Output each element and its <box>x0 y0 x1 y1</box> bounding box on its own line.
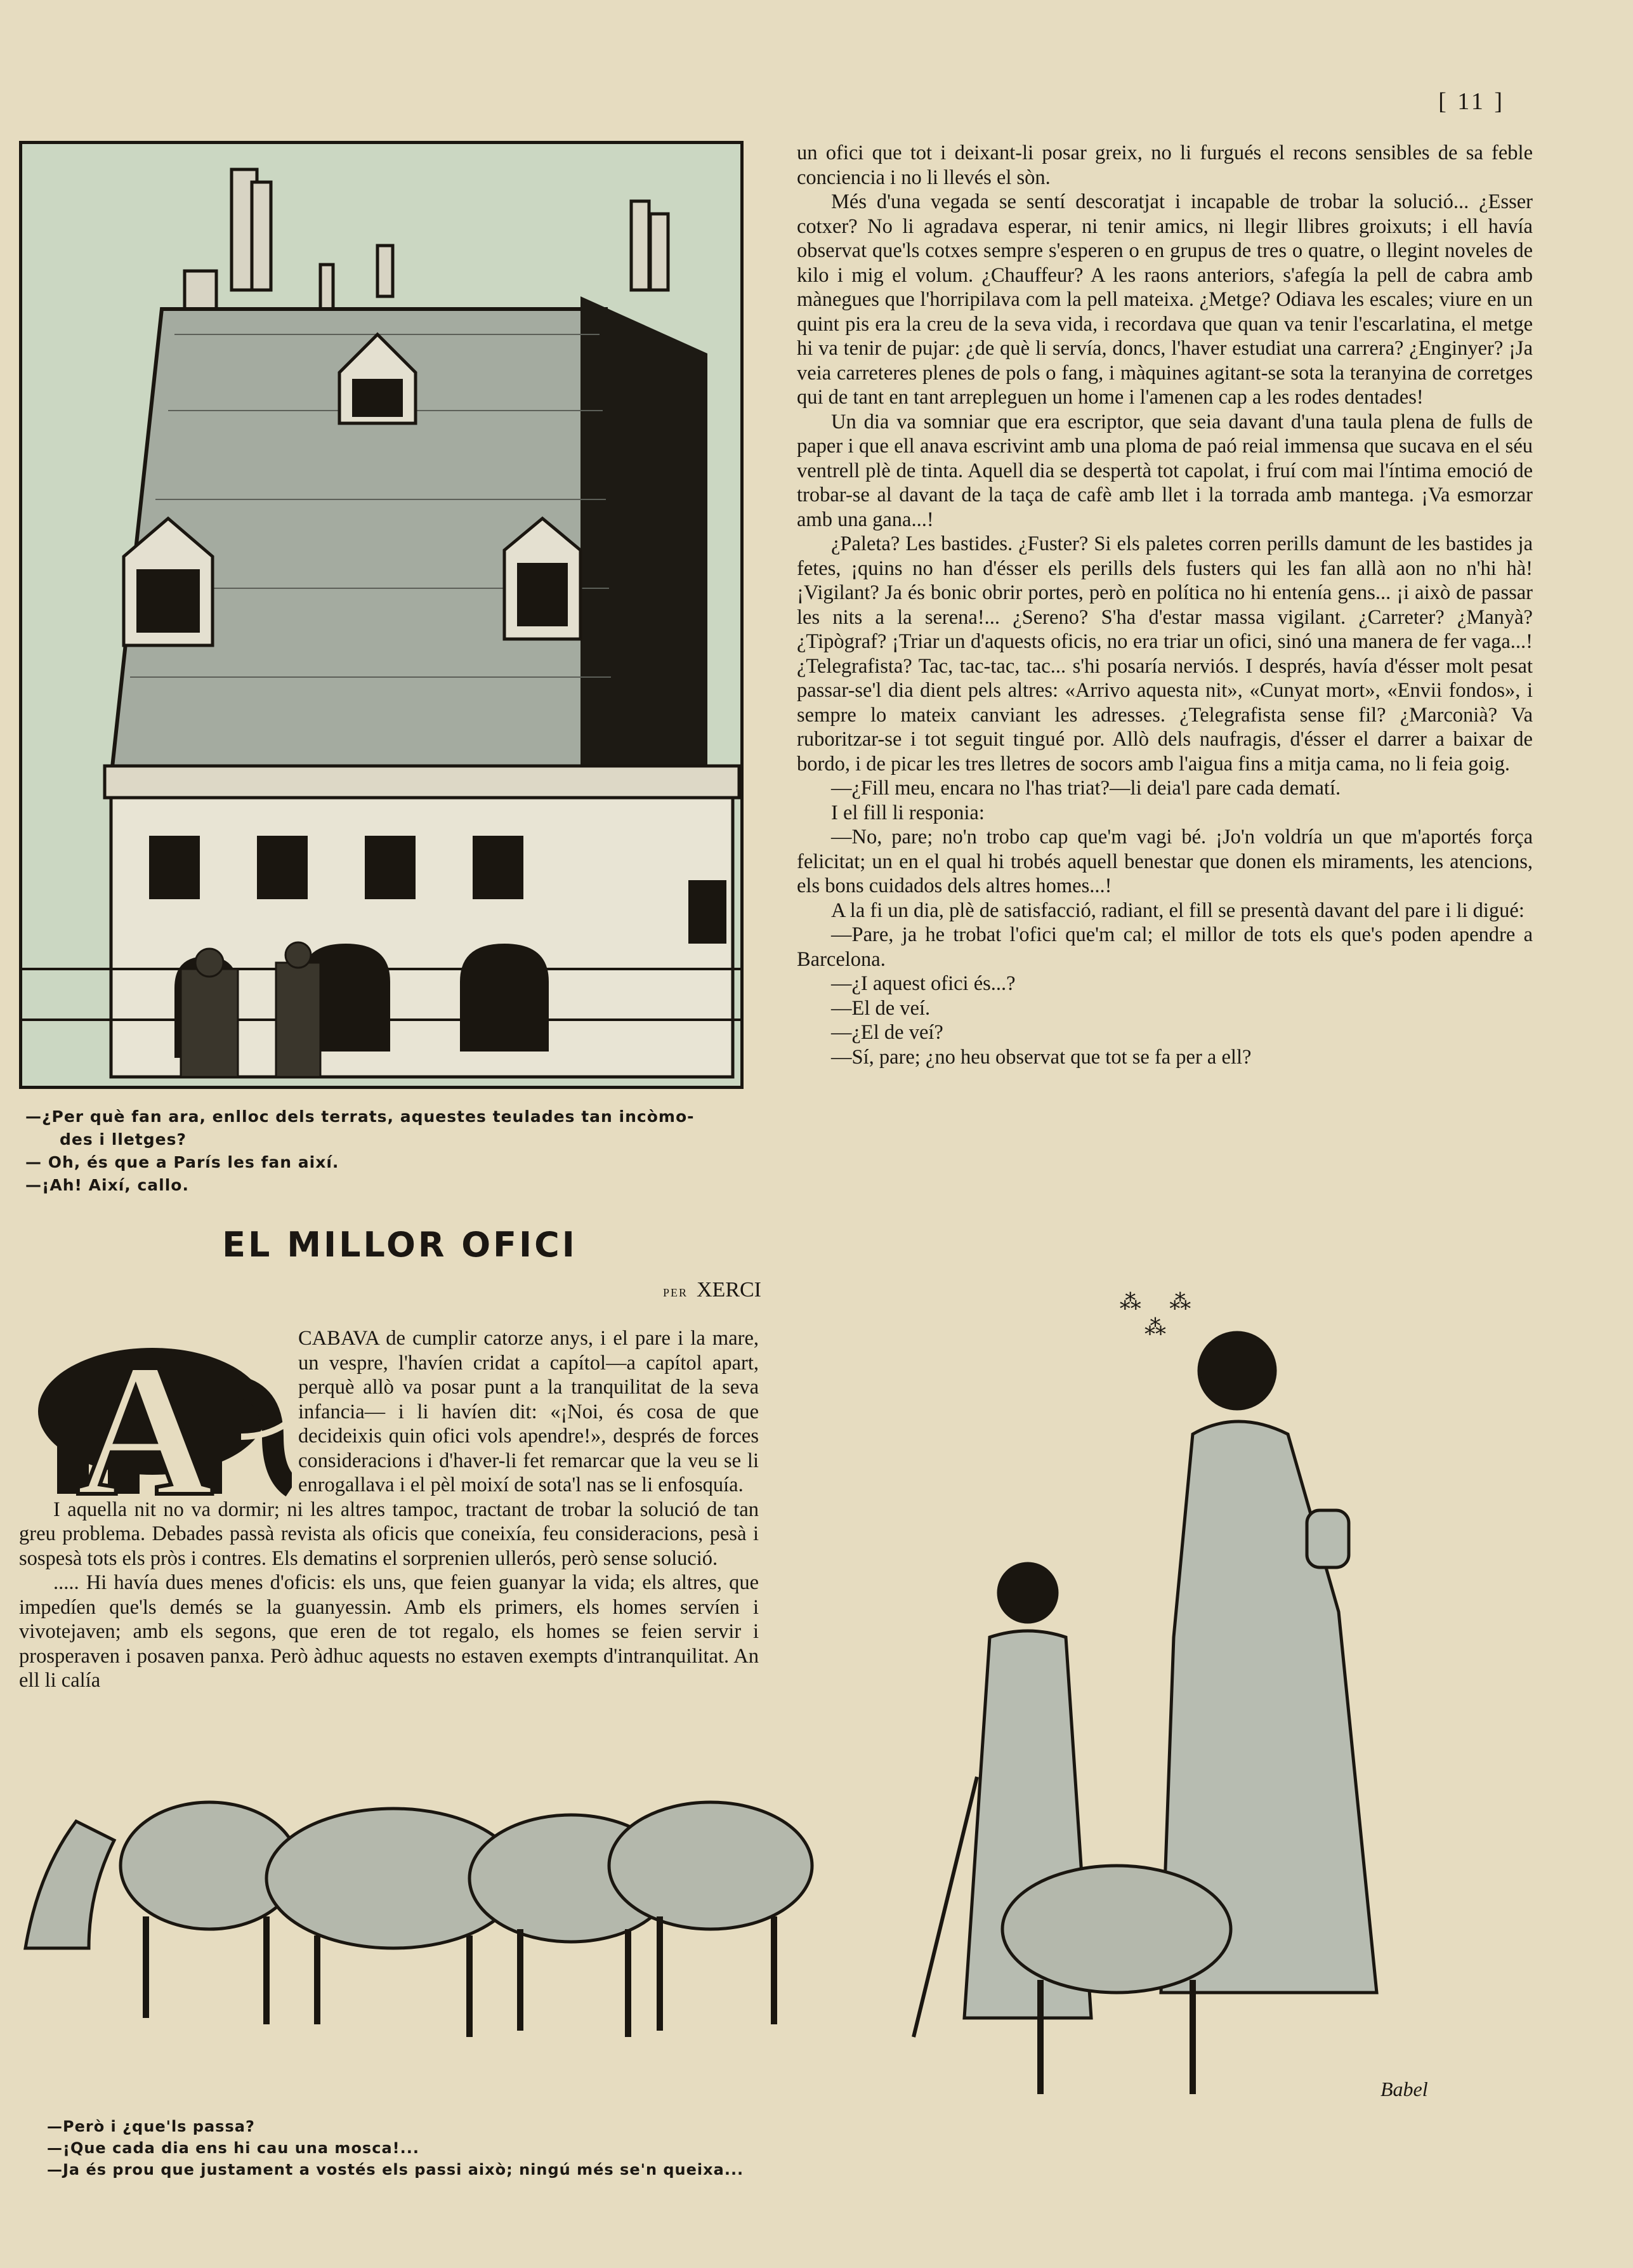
artist-signature: Babel <box>1381 2078 1428 2100</box>
author: XERCI <box>697 1278 761 1302</box>
dialogue-line: I el fill li responia: <box>831 801 985 824</box>
section-separator: ⁂ ⁂ ⁂ <box>1119 1291 1203 1340</box>
house-caption-line: — Oh, és que a París les fan així. <box>25 1153 339 1171</box>
goats-caption <box>47 2116 999 2180</box>
article-title: EL MILLOR OFICI <box>222 1225 577 1265</box>
house-caption <box>25 1105 749 1197</box>
article-paragraph: Més d'una vegada se sentí descoratjat i incapable de trobar la solució... ¿Esser cotxer? No li agradava esperar, ni tenir amics, ni llegir llibres groixuts; i ell havía observat que'ls cotxes sempre s'esperen o en grupus de tres o quatre, o llegint noveles de kilo i mig el volum. ¿Chauffeur? A les raons anteriors, s'afegía la pell de cabra amb mànegues que l'horripilava com la pell mateixa. ¿Metge? Odiava les escales; viure en un quint pis era la creu de la seva vida, i recordava que quan va tenir l'escarlatina, el metge hi va tenir de pujar: ¿de què li servía, doncs, l'haver estudiat una carrera? ¿Enginyer? ¡Ja veia carreteres plenes de pols o fang, i màquines agitant-se sota la teranyina de corretges qui de tant en tant arrepleguen un home i l'amenen cap a les rodes dentades! <box>797 190 1533 409</box>
house-caption-line: —¡Ah! Així, callo. <box>25 1176 189 1194</box>
goats-illustration <box>0 1307 1633 2114</box>
house-caption-line: des i lletges? <box>60 1130 187 1149</box>
dialogue-line: —Pare, ja he trobat l'ofici que'm cal; el millor de tots els que's poden apendre a Barcelona. <box>797 923 1533 971</box>
dialogue-line: —¿I aquest ofici és...? <box>831 972 1016 995</box>
goats-caption-line: —Ja és prou que justament a vostés els passi això; ningú més se'n queixa... <box>47 2161 744 2179</box>
article-paragraph: un ofici que tot i deixant-li posar greix, no li furgués el recons sensibles de sa feble conciencia i no li llevés el sòn. <box>797 142 1533 189</box>
initial-letter: A <box>76 1324 214 1504</box>
article-right-column <box>797 141 1533 1069</box>
article-paragraph: ..... Hi havía dues menes d'oficis: els uns, que feien guanyar la vida; els altres, que impedíen que'ls demés se la guanyessin. Amb els primers, els homes servíen i vivotejaven; amb els segons, que eren de tot regalo, els homes se feien servir i prosperaven i posaven panxa. Però àdhuc aquests no estaven exempts d'intranquilitat. An ell li calía <box>19 1571 759 1692</box>
house-caption-line: —¿Per què fan ara, enlloc dels terrats, aquestes teulades tan incòmo- <box>25 1107 695 1126</box>
page-number: [ 11 ] <box>1438 88 1505 115</box>
house-illustration <box>19 141 744 1089</box>
article-paragraph: A la fi un dia, plè de satisfacció, radiant, el fill se presentà davant del pare i li digué: <box>831 899 1525 922</box>
goats-caption-line: —Però i ¿que'ls passa? <box>47 2118 255 2135</box>
dialogue-line: —El de veí. <box>831 996 931 1020</box>
goats-caption-line: —¡Que cada dia ens hi cau una mosca!... <box>47 2139 419 2157</box>
dialogue-line: —No, pare; no'n trobo cap que'm vagi bé. ¡Jo'n voldría un que m'aportés força felicitat; un en el qual hi trobés aquell benestar que donen els miraments, les atencions, els bons cuidados dels altres homes...! <box>797 826 1533 897</box>
byline-prefix: PER <box>662 1286 688 1299</box>
article-paragraph: ¿Paleta? Les bastides. ¿Fuster? Si els paletes corren perills damunt de les bastides ja fetes, ¡quins no han d'ésser els perills dels fusters qui les fan allà aon no n'hi hà! ¡Vigilant? Ja és bonic obrir portes, però en política no hi entenía gens... ¡i això de passar les nits a la serena!... ¿Sereno? S'ha d'estar massa vigilant. ¿Carreter? ¿Manyà? ¿Tipògraf? ¡Triar un d'aquests oficis, no era triar un ofici, sinó una manera de fer vaga...! ¿Telegrafista? Tac, tac-tac, tac... s'hi posaría nerviós. I després, havía d'ésser molt pesat passar-se'l dia dient pels altres: «Arrivo aquesta nit», «Cunyat mort», «Envii fondos», i sempre lo mateix canviant les adresses. ¿Telegrafista sense fil? ¿Marconià? Va ruboritzar-se i tot seguit tingué por. Allò dels naufragis, d'ésser el darrer a baixar de bordo, i de picar les tres lletres de socors amb l'aigua fins a mitja cama, no li feia goig. <box>797 532 1533 775</box>
article-paragraph: Un dia va somniar que era escriptor, que seia davant d'una taula plena de fulls de paper i que ell anava escrivint amb una ploma de paó reial immensa que sucava en el séu ventrell plè de tinta. Aquell dia se despertà tot capolat, i fruí com mai l'íntima emoció de trobar-se al davant de la taça de cafè amb llet i la torrada amb mantega. ¡Va esmorzar amb una gana...! <box>797 410 1533 531</box>
dialogue-line: —¿Fill meu, encara no l'has triat?—li deia'l pare cada dematí. <box>831 777 1341 800</box>
dialogue-line: —¿El de veí? <box>831 1021 943 1044</box>
article-paragraph: I aquella nit no va dormir; ni les altres tampoc, tractant de trobar la solució de tan greu problema. Debades passà revista als oficis que coneixía, feu consideracions, pesà i sospesà tots els pròs i contres. Els dematins el sorprenien ullerós, però sense solució. <box>19 1498 759 1570</box>
dialogue-line: —Sí, pare; ¿no heu observat que tot se fa per a ell? <box>831 1045 1252 1069</box>
article-paragraph: CABAVA de cumplir catorze anys, i el pare i la mare, un vespre, l'havíen cridat a capítol—a capítol apart, perquè allò va posar punt a la tranquilitat de la seva infancia— i li havíen dit: «¡Noi, és cosa de que decideixis quin ofici vols apendre!», després de forces consideracions i d'haver-li fet remarcar que la veu se li enrogallava i el pèl moixí de sota'l nas se li enfosquía. <box>298 1327 759 1496</box>
byline <box>647 1278 761 1302</box>
